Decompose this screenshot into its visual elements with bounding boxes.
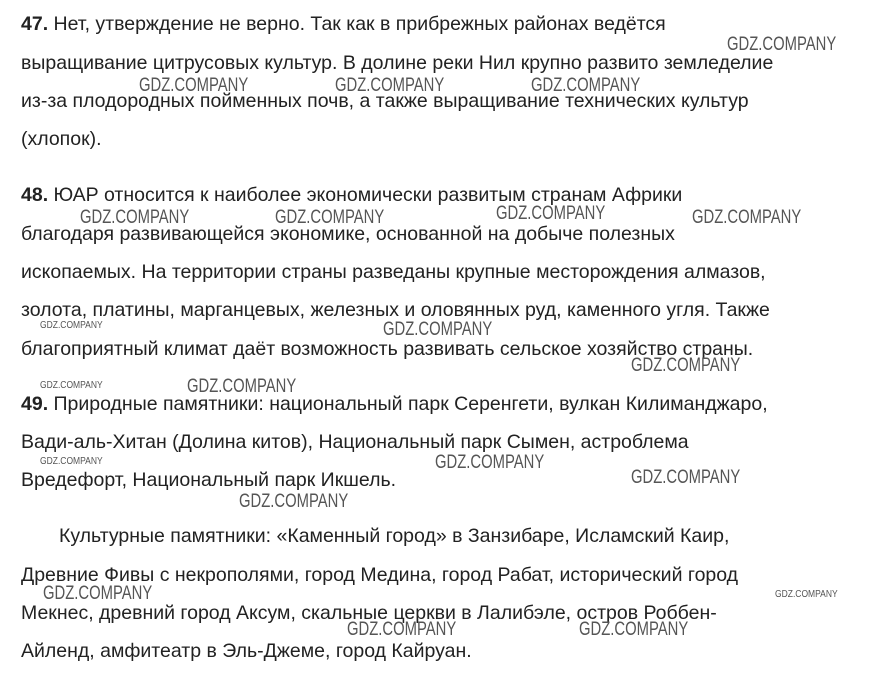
line-text: Природные памятники: национальный парк Серенгети, вулкан Килиманджаро, bbox=[48, 393, 768, 415]
watermark: GDZ.COMPANY bbox=[727, 34, 837, 55]
paragraph-49-line-3: Вредефорт, Национальный парк Икшель. bbox=[21, 469, 397, 491]
paragraph-48-line-3: ископаемых. На территории страны разведаны крупные месторождения алмазов, bbox=[21, 261, 766, 283]
paragraph-49-line-7: Айленд, амфитеатр в Эль-Джеме, город Кайруан. bbox=[21, 640, 472, 662]
watermark: GDZ.COMPANY bbox=[347, 619, 457, 640]
watermark: GDZ.COMPANY bbox=[631, 467, 741, 488]
paragraph-47-line-1 bbox=[21, 12, 666, 36]
watermark: GDZ.COMPANY bbox=[579, 619, 689, 640]
paragraph-number: 48. bbox=[21, 184, 49, 206]
watermark: GDZ.COMPANY bbox=[335, 75, 445, 96]
paragraph-49-line-1 bbox=[21, 392, 768, 416]
paragraph-47-line-3: из-за плодородных пойменных почв, а также выращивание технических культур bbox=[21, 90, 749, 112]
watermark: GDZ.COMPANY bbox=[435, 452, 545, 473]
paragraph-49-line-5: Древние Фивы с некрополями, город Медина, город Рабат, исторический город bbox=[21, 564, 739, 586]
watermark: GDZ.COMPANY bbox=[40, 456, 103, 467]
watermark: GDZ.COMPANY bbox=[496, 203, 606, 224]
watermark: GDZ.COMPANY bbox=[139, 75, 249, 96]
paragraph-49-line-2: Вади-аль-Хитан (Долина китов), Национальный парк Сымен, астроблема bbox=[21, 431, 689, 453]
paragraph-47-line-2: выращивание цитрусовых культур. В долине реки Нил крупно развито земледелие bbox=[21, 52, 774, 74]
watermark: GDZ.COMPANY bbox=[275, 207, 385, 228]
watermark: GDZ.COMPANY bbox=[40, 380, 103, 391]
watermark: GDZ.COMPANY bbox=[80, 207, 190, 228]
paragraph-number: 47. bbox=[21, 13, 49, 35]
watermark: GDZ.COMPANY bbox=[531, 75, 641, 96]
watermark: GDZ.COMPANY bbox=[239, 491, 349, 512]
watermark: GDZ.COMPANY bbox=[383, 319, 493, 340]
paragraph-48-line-5: благоприятный климат даёт возможность развивать сельское хозяйство страны. bbox=[21, 338, 754, 360]
paragraph-49-line-4: Культурные памятники: «Каменный город» в Занзибаре, Исламский Каир, bbox=[59, 525, 730, 547]
watermark: GDZ.COMPANY bbox=[187, 376, 297, 397]
watermark: GDZ.COMPANY bbox=[40, 320, 103, 331]
paragraph-48-line-2: благодаря развивающейся экономике, основанной на добыче полезных bbox=[21, 223, 675, 245]
line-text: Нет, утверждение не верно. Так как в прибрежных районах ведётся bbox=[48, 13, 666, 35]
watermark: GDZ.COMPANY bbox=[775, 589, 838, 600]
watermark: GDZ.COMPANY bbox=[631, 355, 741, 376]
line-text: ЮАР относится к наиболее экономически развитым странам Африки bbox=[48, 184, 683, 206]
watermark: GDZ.COMPANY bbox=[692, 207, 802, 228]
paragraph-number: 49. bbox=[21, 393, 49, 415]
watermark: GDZ.COMPANY bbox=[43, 583, 153, 604]
paragraph-47-line-4: (хлопок). bbox=[21, 128, 102, 150]
paragraph-48-line-4: золота, платины, марганцевых, железных и оловянных руд, каменного угля. Также bbox=[21, 299, 770, 321]
paragraph-49-line-6: Мекнес, древний город Аксум, скальные церкви в Лалибэле, остров Роббен- bbox=[21, 602, 717, 624]
